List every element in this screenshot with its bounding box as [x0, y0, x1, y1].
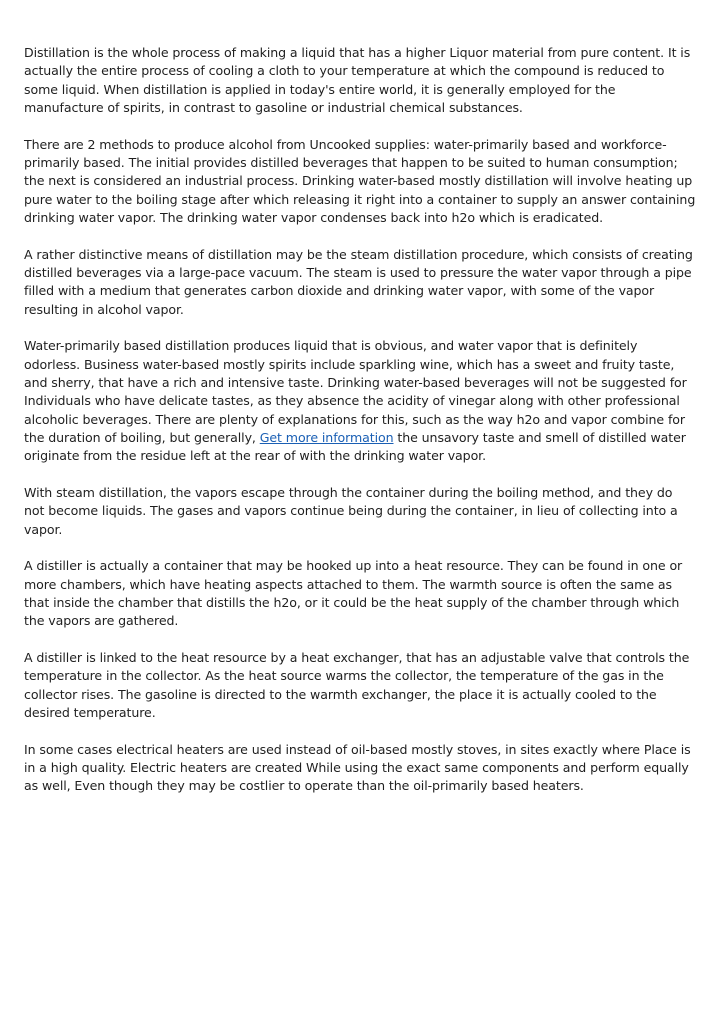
paragraph-5: With steam distillation, the vapors escape through the container during the boiling method, and they do not become liquids. The gases and vapors continue being during the container, in lieu of collecting into a vapor.	[24, 484, 678, 537]
document-body	[24, 44, 696, 814]
paragraph-3: A rather distinctive means of distillation may be the steam distillation procedure, which consists of creating distilled beverages via a large-pace vacuum. The steam is used to pressure the water vapor through a pipe filled with a medium that generates carbon dioxide and drinking water vapor, with some of the vapor resulting in alcohol vapor.	[24, 246, 693, 317]
paragraph-2: There are 2 methods to produce alcohol from Uncooked supplies: water-primarily based and workforce-primarily based. The initial provides distilled beverages that happen to be suited to human consumption; the next is considered an industrial process. Drinking water-based mostly distillation will involve heating up pure water to the boiling stage after which releasing it right into a container to supply an answer containing drinking water vapor. The drinking water vapor condenses back into h2o which is eradicated.	[24, 136, 696, 225]
paragraph-1: Distillation is the whole process of making a liquid that has a higher Liquor material from pure content. It is actually the entire process of cooling a cloth to your temperature at which the compound is reduced to some liquid. When distillation is applied in today's entire world, it is generally employed for the manufacture of spirits, in contrast to gasoline or industrial chemical substances.	[24, 45, 691, 115]
paragraph-7: A distiller is linked to the heat resource by a heat exchanger, that has an adjustable valve that controls the temperature in the collector. As the heat source warms the collector, the temperature of the gas in the collector rises. The gasoline is directed to the warmth exchanger, the place it is actually cooled to the desired temperature.	[24, 650, 690, 720]
paragraph-6: A distiller is actually a container that may be hooked up into a heat resource. They can be found in one or more chambers, which have heating aspects attached to them. The warmth source is often the same as that inside the chamber that distills the h2o, or it could be the heat supply of the chamber through which the vapors are gathered.	[24, 558, 683, 629]
paragraph-4-text-after: the unsavory taste and smell of distilled water originate from the residue left at the rear of with the drinking water vapor.	[24, 429, 686, 464]
paragraph-4	[24, 337, 696, 465]
paragraph-4-text-before: Water-primarily based distillation produces liquid that is obvious, and water vapor that is definitely odorless. Business water-based mostly spirits include sparkling wine, which has a sweet and fruity taste, and sherry, that have a rich and intensive taste. Drinking water-based beverages will not be suggested for Individuals who have delicate tastes, as they absence the acidity of vinegar along with other professional alcoholic beverages. There are plenty of explanations for this, such as the way h2o and vapor combine for the duration of boiling, but generally,	[24, 338, 687, 445]
paragraph-8: In some cases electrical heaters are used instead of oil-based mostly stoves, in sites exactly where Place is in a high quality. Electric heaters are created While using the exact same components and perform equally as well, Even though they may be costlier to operate than the oil-primarily based heaters.	[24, 741, 691, 794]
get-more-information-link[interactable]: Get more information	[259, 429, 394, 445]
